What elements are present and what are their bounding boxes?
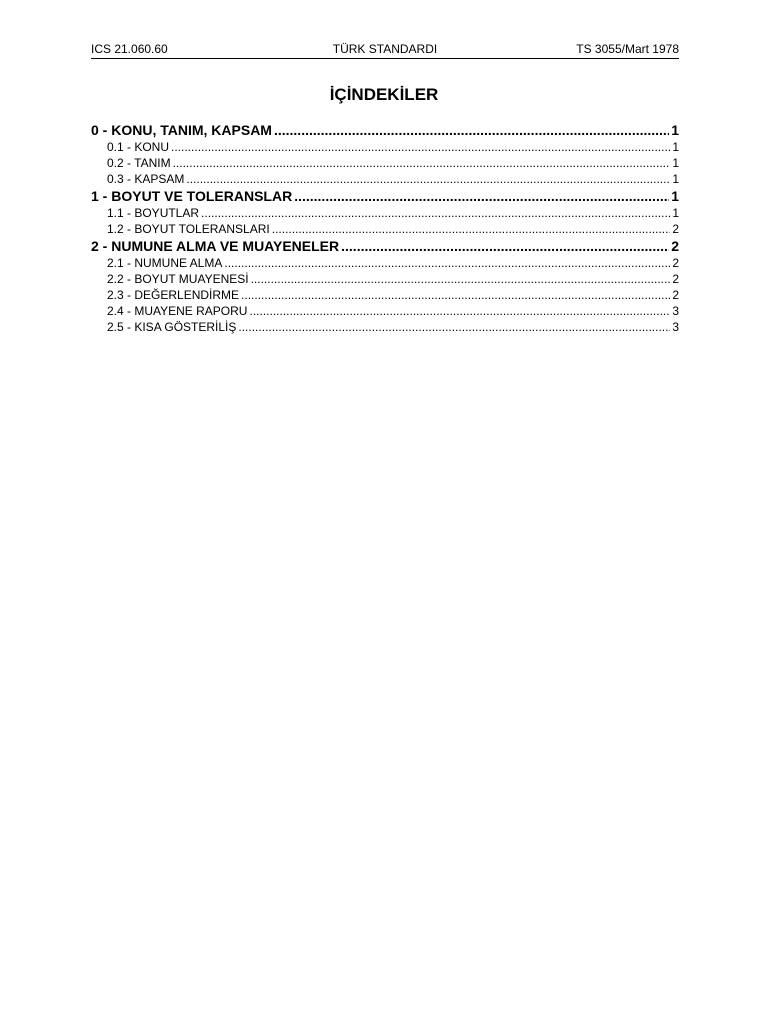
dot-leader [341,237,669,255]
toc-page-number: 1 [672,156,679,170]
toc-page-number: 3 [672,304,679,318]
dot-leader [186,171,670,187]
toc-section-2[interactable] [91,237,679,255]
toc-label: 0.2 - TANIM [107,156,171,170]
toc-page-number: 2 [671,238,679,254]
toc-subsection-2-5[interactable] [91,319,679,335]
dot-leader [241,287,670,303]
toc-subsection-2-3[interactable] [91,287,679,303]
toc-label: 2.4 - MUAYENE RAPORU [107,304,248,318]
page-title: İÇİNDEKİLER [329,85,439,104]
page-header [91,40,679,59]
toc-section-0[interactable] [91,121,679,139]
toc-label: 2.2 - BOYUT MUAYENESİ [107,272,249,286]
dot-leader [274,121,669,139]
toc-page-number: 1 [671,188,679,204]
toc-subsection-1-2[interactable] [91,221,679,237]
dot-leader [171,139,670,155]
toc-label: 0 - KONU, TANIM, KAPSAM [91,122,272,138]
toc-page-number: 1 [672,206,679,220]
toc-label: 1 - BOYUT VE TOLERANSLAR [91,188,293,204]
toc-label: 2.3 - DEĞERLENDİRME [107,288,240,302]
toc-subsection-1-1[interactable] [91,205,679,221]
toc-label: 0.1 - KONU [107,140,170,154]
dot-leader [224,255,670,271]
toc-subsection-2-1[interactable] [91,255,679,271]
toc-label: 2 - NUMUNE ALMA VE MUAYENELER [91,238,340,254]
toc-label: 2.5 - KISA GÖSTERİLİŞ [107,320,237,334]
toc-subsection-2-2[interactable] [91,271,679,287]
dot-leader [294,187,669,205]
toc-subsection-0-1[interactable] [91,139,679,155]
toc-subsection-0-2[interactable] [91,155,679,171]
toc-page-number: 1 [671,122,679,138]
toc-page-number: 1 [672,140,679,154]
toc-page-number: 2 [672,272,679,286]
dot-leader [173,155,671,171]
dot-leader [201,205,670,221]
toc-page-number: 2 [672,222,679,236]
toc-page-number: 1 [672,172,679,186]
toc-subsection-0-3[interactable] [91,171,679,187]
dot-leader [251,271,671,287]
toc-label: 1.1 - BOYUTLAR [107,206,200,220]
toc-section-1[interactable] [91,187,679,205]
dot-leader [238,319,670,335]
dot-leader [249,303,670,319]
toc-subsection-2-4[interactable] [91,303,679,319]
table-of-contents [91,121,679,335]
standard-number: TS 3055/Mart 1978 [576,42,679,56]
standard-name: TÜRK STANDARDI [332,42,438,56]
toc-page-number: 3 [672,320,679,334]
toc-label: 1.2 - BOYUT TOLERANSLARI [107,222,270,236]
toc-label: 0.3 - KAPSAM [107,172,185,186]
toc-label: 2.1 - NUMUNE ALMA [107,256,223,270]
toc-page-number: 2 [672,256,679,270]
ics-code: ICS 21.060.60 [91,42,168,56]
toc-page-number: 2 [672,288,679,302]
dot-leader [272,221,671,237]
